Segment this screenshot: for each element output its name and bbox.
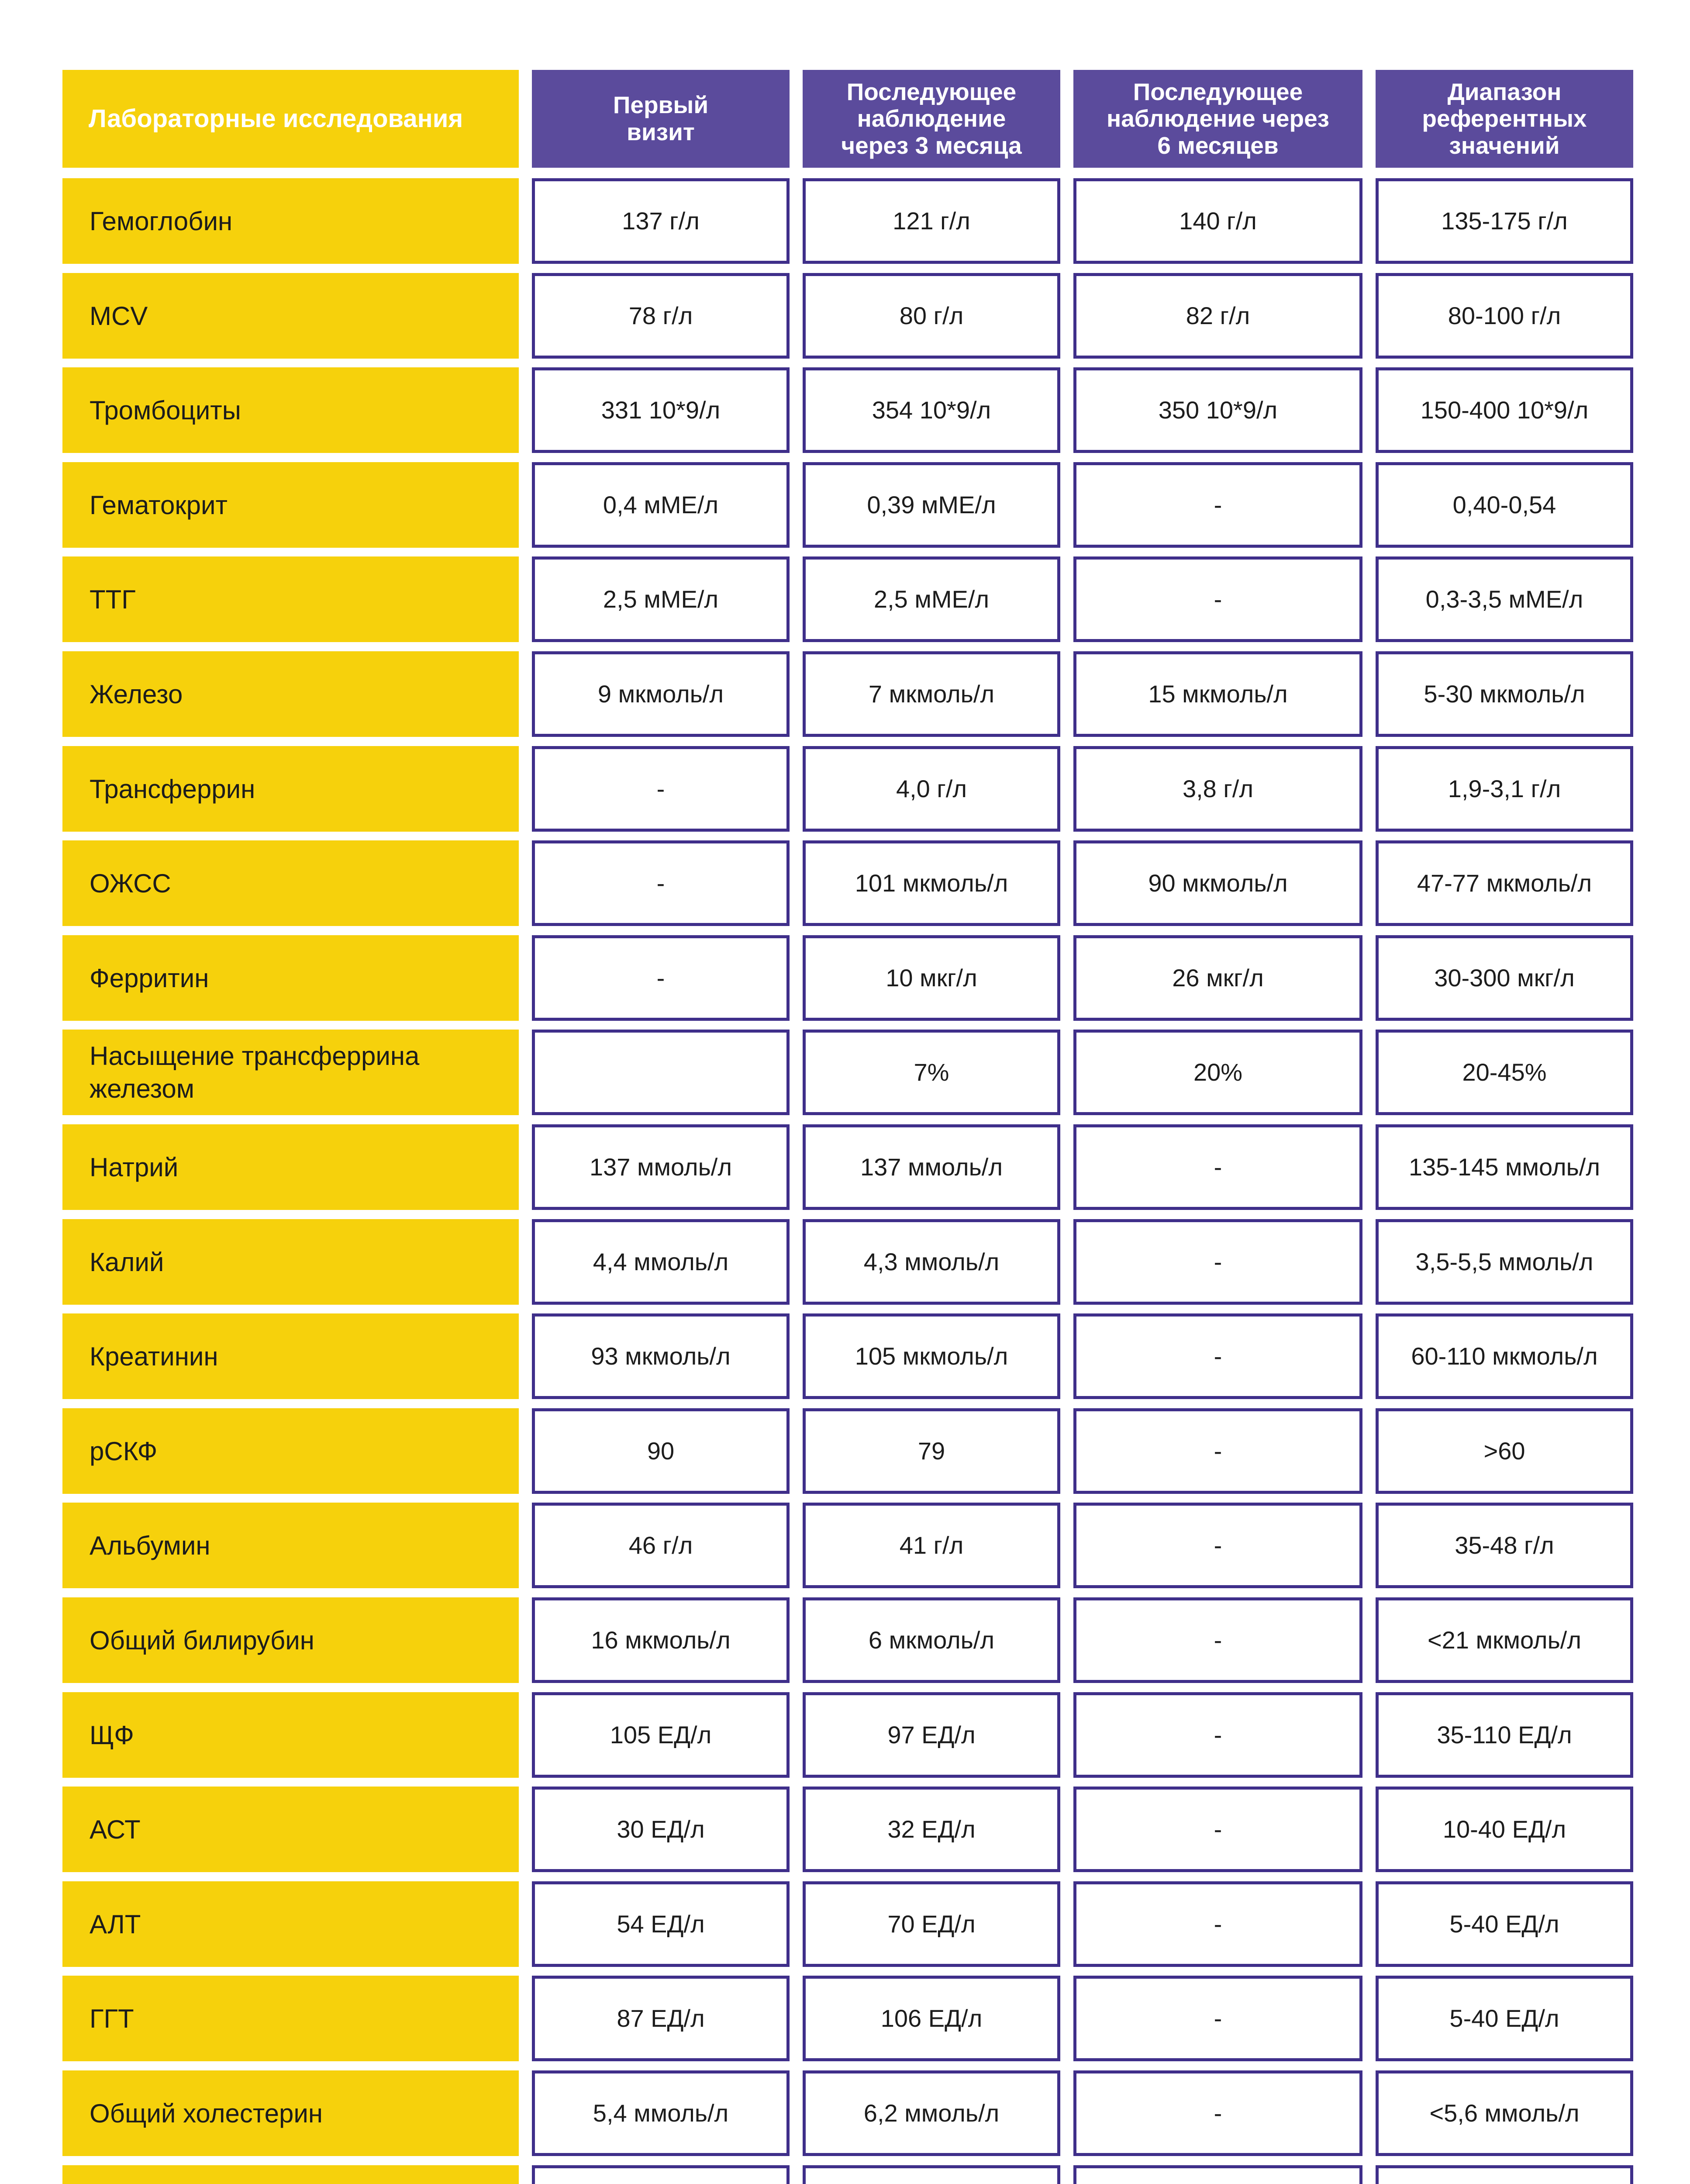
cell-first-visit: 0,4 мМЕ/л — [532, 462, 790, 548]
cell-first-visit: 87 ЕД/л — [532, 1976, 790, 2061]
cell-reference-range: 5-40 ЕД/л — [1376, 1976, 1633, 2061]
row-label: Ферритин — [62, 935, 519, 1021]
row-label: Креатинин — [62, 1313, 519, 1399]
cell-followup-6m — [1073, 2165, 1362, 2184]
row-label: АСТ — [62, 1787, 519, 1872]
cell-followup-3m: 354 10*9/л — [803, 367, 1060, 453]
cell-reference-range: 0,40-0,54 — [1376, 462, 1633, 548]
cell-followup-6m: - — [1073, 1597, 1362, 1683]
cell-reference-range: 0,3-3,5 мМЕ/л — [1376, 556, 1633, 642]
cell-reference-range: >60 — [1376, 1408, 1633, 1494]
cell-followup-3m: 4,3 ммоль/л — [803, 1219, 1060, 1305]
cell-followup-3m: 0,39 мМЕ/л — [803, 462, 1060, 548]
cell-reference-range: 35-48 г/л — [1376, 1503, 1633, 1588]
cell-followup-3m — [803, 2165, 1060, 2184]
cell-followup-6m: 3,8 г/л — [1073, 746, 1362, 832]
cell-followup-6m: 26 мкг/л — [1073, 935, 1362, 1021]
cell-first-visit: 2,5 мМЕ/л — [532, 556, 790, 642]
cell-followup-6m: - — [1073, 1408, 1362, 1494]
cell-followup-6m: - — [1073, 2070, 1362, 2156]
cell-reference-range: 20-45% — [1376, 1030, 1633, 1115]
cell-followup-6m: 15 мкмоль/л — [1073, 651, 1362, 737]
row-label: Трансферрин — [62, 746, 519, 832]
cell-first-visit: 331 10*9/л — [532, 367, 790, 453]
cell-first-visit — [532, 2165, 790, 2184]
cell-first-visit: 90 — [532, 1408, 790, 1494]
cell-first-visit: 105 ЕД/л — [532, 1692, 790, 1778]
cell-first-visit: 5,4 ммоль/л — [532, 2070, 790, 2156]
cell-first-visit: 9 мкмоль/л — [532, 651, 790, 737]
cell-reference-range: 135-175 г/л — [1376, 178, 1633, 264]
row-label: Общий холестерин — [62, 2070, 519, 2156]
cell-followup-3m: 137 ммоль/л — [803, 1124, 1060, 1210]
cell-followup-6m: - — [1073, 1976, 1362, 2061]
column-header-first-visit: Первый визит — [532, 70, 790, 168]
column-header-test-name: Лабораторные исследования — [62, 70, 519, 168]
cell-followup-6m: - — [1073, 1219, 1362, 1305]
cell-reference-range: 3,5-5,5 ммоль/л — [1376, 1219, 1633, 1305]
row-label — [62, 2165, 519, 2184]
row-label: АЛТ — [62, 1881, 519, 1967]
row-label: Гематокрит — [62, 462, 519, 548]
cell-followup-6m: - — [1073, 1313, 1362, 1399]
cell-followup-6m: - — [1073, 462, 1362, 548]
row-label: рСКФ — [62, 1408, 519, 1494]
cell-reference-range: 150-400 10*9/л — [1376, 367, 1633, 453]
cell-followup-6m: - — [1073, 1787, 1362, 1872]
cell-reference-range — [1376, 2165, 1633, 2184]
cell-followup-3m: 106 ЕД/л — [803, 1976, 1060, 2061]
cell-followup-6m: - — [1073, 1881, 1362, 1967]
row-label: MCV — [62, 273, 519, 359]
cell-reference-range: 5-30 мкмоль/л — [1376, 651, 1633, 737]
cell-first-visit: 46 г/л — [532, 1503, 790, 1588]
cell-followup-3m: 6,2 ммоль/л — [803, 2070, 1060, 2156]
cell-followup-3m: 101 мкмоль/л — [803, 840, 1060, 926]
cell-reference-range: 80-100 г/л — [1376, 273, 1633, 359]
row-label: Альбумин — [62, 1503, 519, 1588]
cell-first-visit: 4,4 ммоль/л — [532, 1219, 790, 1305]
cell-followup-3m: 6 мкмоль/л — [803, 1597, 1060, 1683]
cell-followup-6m: 90 мкмоль/л — [1073, 840, 1362, 926]
cell-first-visit: - — [532, 935, 790, 1021]
cell-reference-range: 35-110 ЕД/л — [1376, 1692, 1633, 1778]
cell-followup-6m: - — [1073, 1692, 1362, 1778]
cell-followup-6m: 82 г/л — [1073, 273, 1362, 359]
cell-first-visit: - — [532, 840, 790, 926]
cell-first-visit: 54 ЕД/л — [532, 1881, 790, 1967]
cell-first-visit: 137 г/л — [532, 178, 790, 264]
row-label: ГГТ — [62, 1976, 519, 2061]
cell-followup-3m: 4,0 г/л — [803, 746, 1060, 832]
cell-followup-6m: 20% — [1073, 1030, 1362, 1115]
row-label: Общий билирубин — [62, 1597, 519, 1683]
cell-first-visit — [532, 1030, 790, 1115]
cell-followup-3m: 70 ЕД/л — [803, 1881, 1060, 1967]
cell-followup-3m: 32 ЕД/л — [803, 1787, 1060, 1872]
cell-followup-3m: 7% — [803, 1030, 1060, 1115]
cell-first-visit: 16 мкмоль/л — [532, 1597, 790, 1683]
cell-first-visit: 93 мкмоль/л — [532, 1313, 790, 1399]
cell-reference-range: 60-110 мкмоль/л — [1376, 1313, 1633, 1399]
cell-followup-6m: - — [1073, 1124, 1362, 1210]
cell-followup-6m: 350 10*9/л — [1073, 367, 1362, 453]
cell-reference-range: 30-300 мкг/л — [1376, 935, 1633, 1021]
cell-first-visit: - — [532, 746, 790, 832]
cell-reference-range: <21 мкмоль/л — [1376, 1597, 1633, 1683]
cell-followup-3m: 105 мкмоль/л — [803, 1313, 1060, 1399]
cell-followup-3m: 7 мкмоль/л — [803, 651, 1060, 737]
cell-followup-3m: 121 г/л — [803, 178, 1060, 264]
cell-followup-3m: 97 ЕД/л — [803, 1692, 1060, 1778]
column-header-followup-3m: Последующее наблюдение через 3 месяца — [803, 70, 1060, 168]
cell-followup-3m: 41 г/л — [803, 1503, 1060, 1588]
cell-reference-range: 5-40 ЕД/л — [1376, 1881, 1633, 1967]
cell-followup-3m: 80 г/л — [803, 273, 1060, 359]
row-label: ЩФ — [62, 1692, 519, 1778]
row-label: Натрий — [62, 1124, 519, 1210]
cell-first-visit: 137 ммоль/л — [532, 1124, 790, 1210]
column-header-reference-range: Диапазон референтных значений — [1376, 70, 1633, 168]
row-label: Гемоглобин — [62, 178, 519, 264]
row-label: ТТГ — [62, 556, 519, 642]
row-label: Тромбоциты — [62, 367, 519, 453]
row-label: ОЖСС — [62, 840, 519, 926]
cell-reference-range: 1,9-3,1 г/л — [1376, 746, 1633, 832]
row-label: Насыщение трансферрина железом — [62, 1030, 519, 1115]
cell-first-visit: 30 ЕД/л — [532, 1787, 790, 1872]
cell-followup-3m: 2,5 мМЕ/л — [803, 556, 1060, 642]
row-label: Железо — [62, 651, 519, 737]
cell-reference-range: 47-77 мкмоль/л — [1376, 840, 1633, 926]
cell-followup-3m: 10 мкг/л — [803, 935, 1060, 1021]
cell-followup-6m: 140 г/л — [1073, 178, 1362, 264]
row-label: Калий — [62, 1219, 519, 1305]
cell-reference-range: 135-145 ммоль/л — [1376, 1124, 1633, 1210]
cell-reference-range: <5,6 ммоль/л — [1376, 2070, 1633, 2156]
cell-first-visit: 78 г/л — [532, 273, 790, 359]
cell-followup-6m: - — [1073, 556, 1362, 642]
cell-followup-6m: - — [1073, 1503, 1362, 1588]
cell-followup-3m: 79 — [803, 1408, 1060, 1494]
cell-reference-range: 10-40 ЕД/л — [1376, 1787, 1633, 1872]
column-header-followup-6m: Последующее наблюдение через 6 месяцев — [1073, 70, 1362, 168]
